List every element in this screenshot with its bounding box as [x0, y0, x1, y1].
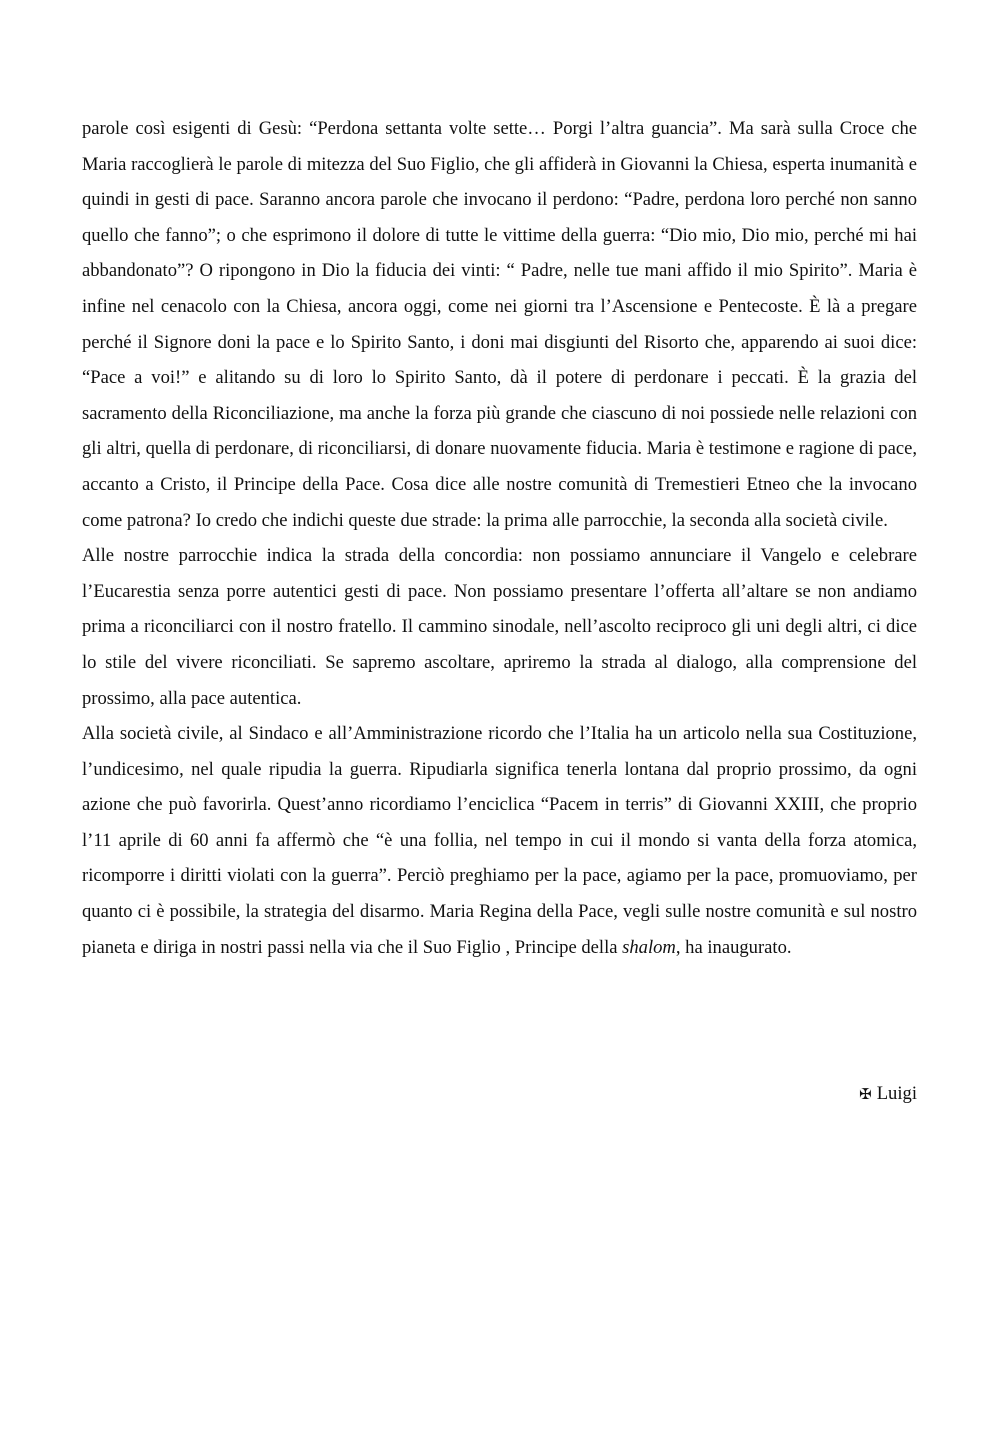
paragraph-2: Alle nostre parrocchie indica la strada della concordia: non possiamo annunciare il Vangelo e celebrare l’Eucarestia senza porre autentici gesti di pace. Non possiamo presentare l’offerta all’altare se non andiamo prima a riconciliarci con il nostro fratello. Il cammino sinodale, nell’ascolto reciproco gli uni degli altri, ci dice lo stile del vivere riconciliati. Se sapremo ascoltare, apriremo la strada al dialogo, alla comprensione del prossimo, alla pace autentica. [82, 545, 917, 709]
paragraph-3 [82, 716, 917, 965]
paragraph-3-text-start: Alla società civile, al Sindaco e all’Amministrazione ricordo che l’Italia ha un articolo nella sua Costituzione, l’undicesimo, nel quale ripudia la guerra. Ripudiarla significa tenerla lontana dal proprio prossimo, da ogni azione che può favorirla. Quest’anno ricordiamo l’enciclica “Pacem in terris” di Giovanni XXIII, che proprio l’11 aprile di 60 anni fa affermò che “è una follia, nel tempo in cui il mondo si vanta della forza atomica, ricomporre i diritti violati con la guerra”. Perciò preghiamo per la pace, agiamo per la pace, promuoviamo, per quanto ci è possibile, la strategia del disarmo. Maria Regina della Pace, vegli sulle nostre comunità e sul nostro pianeta e diriga in nostri passi nella via che il Suo Figlio , Principe della [82, 723, 917, 958]
paragraph-1: parole così esigenti di Gesù: “Perdona settanta volte sette… Porgi l’altra guancia”. Ma sarà sulla Croce che Maria raccoglierà le parole di mitezza del Suo Figlio, che gli affiderà in Giovanni la Chiesa, esperta inumanità e quindi in gesti di pace. Saranno ancora parole che invocano il perdono: “Padre, perdona loro perché non sanno quello che fanno”; o che esprimono il dolore di tutte le vittime della guerra: “Dio mio, Dio mio, perché mi hai abbandonato”? O ripongono in Dio la fiducia dei vinti: “ Padre, nelle tue mani affido il mio Spirito”. Maria è infine nel cenacolo con la Chiesa, ancora oggi, come nei giorni tra l’Ascensione e Pentecoste. È là a pregare perché il Signore doni la pace e lo Spirito Santo, i doni mai disgiunti del Risorto che, apparendo ai suoi dice: “Pace a voi!” e alitando su di loro lo Spirito Santo, dà il potere di perdonare i peccati. È la grazia del sacramento della Riconciliazione, ma anche la forza più grande che ciascuno di noi possiede nelle relazioni con gli altri, quella di perdonare, di riconciliarsi, di donare nuovamente fiducia. Maria è testimone e ragione di pace, accanto a Cristo, il Principe della Pace. Cosa dice alle nostre comunità di Tremestieri Etneo che la invocano come patrona? Io credo che indichi queste due strade: la prima alle parrocchie, la seconda alla società civile. [82, 118, 917, 531]
maltese-cross-icon: ✠ [859, 1087, 872, 1103]
body-text [82, 111, 917, 965]
paragraph-3-italic-word: shalom [622, 936, 676, 958]
signature [859, 1076, 917, 1113]
paragraph-3-text-end: , ha inaugurato. [675, 936, 792, 958]
signature-name: Luigi [876, 1083, 917, 1104]
